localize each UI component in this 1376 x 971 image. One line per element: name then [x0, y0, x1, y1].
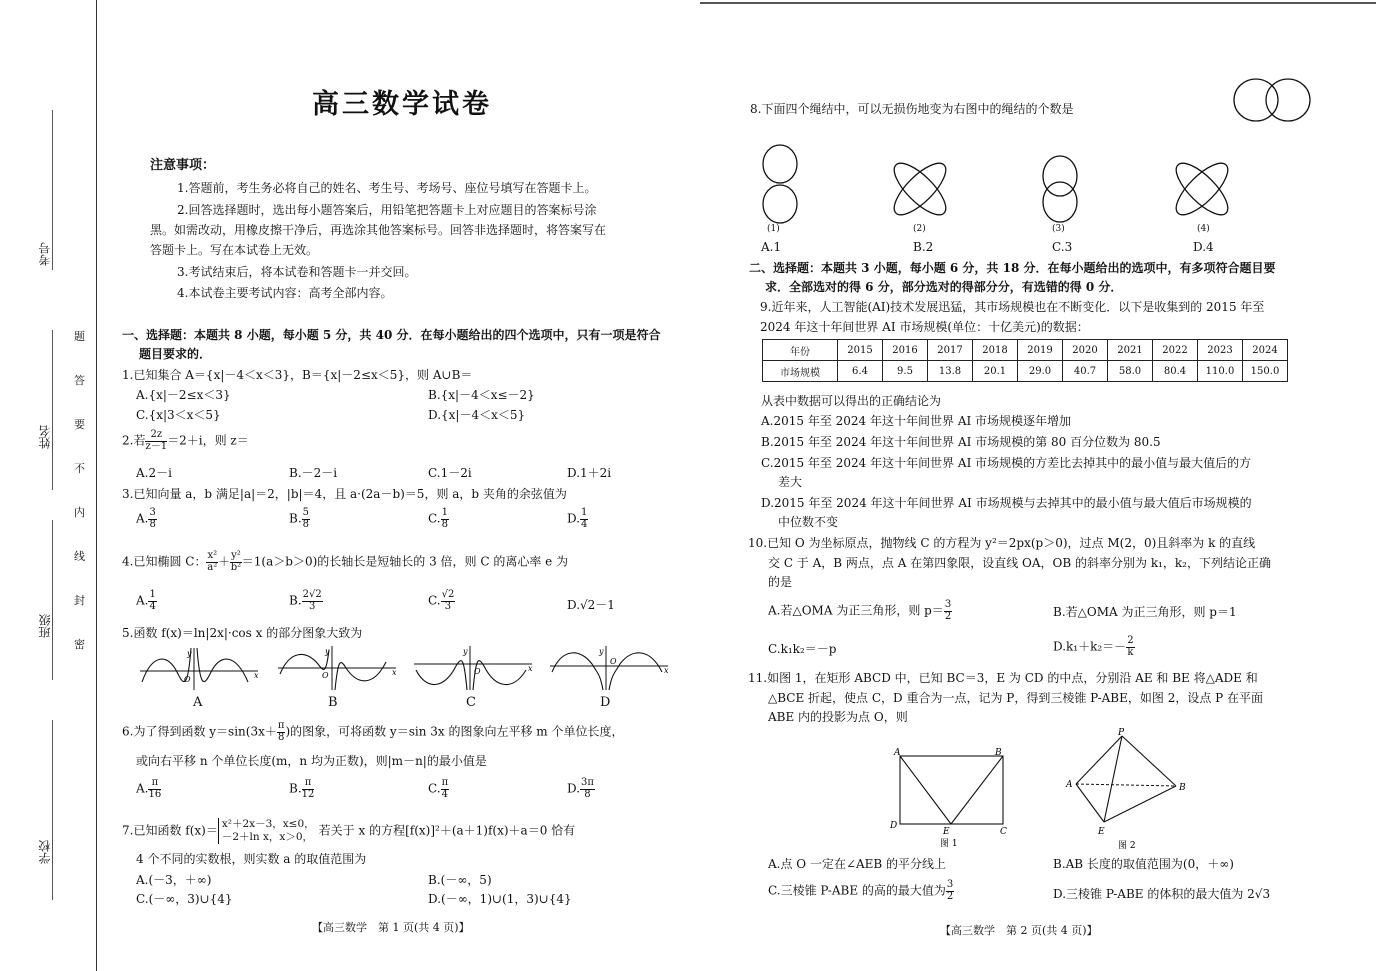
q9-option-c-cont: 差大 — [778, 475, 803, 489]
q8-knot-3 — [1038, 154, 1082, 226]
q10-option-a: A.若△OMA 为正三角形，则 p＝ $\frac{3}{2}$ — [768, 599, 952, 622]
seal-char: 答 — [74, 374, 85, 387]
table-cell: 150.0 — [1243, 361, 1288, 382]
q5-label-a: A — [193, 695, 203, 710]
q8-stem: 8.下面四个绳结中，可以无损伤地变为右图中的绳结的个数是 — [750, 102, 1074, 116]
seal-char: 密 — [74, 638, 85, 651]
exam-number-label: 考号 — [38, 242, 52, 266]
q8-fig-label: (1) — [767, 224, 780, 234]
svg-text:D: D — [890, 821, 898, 831]
q9-option-a: A.2015 年至 2024 年这十年间世界 AI 市场规模逐年增加 — [761, 414, 1072, 428]
table-cell: 80.4 — [1153, 361, 1198, 382]
q5-stem: 5.函数 f(x)＝ln|2x|·cos x 的部分图象大致为 — [122, 626, 363, 640]
q5-label-d: D — [600, 695, 611, 710]
svg-text:B: B — [1179, 783, 1186, 793]
q11-option-d: D.三棱锥 P-ABE 的体积的最大值为 2√3 — [1053, 887, 1271, 901]
table-cell: 20.1 — [973, 361, 1018, 382]
table-cell: 58.0 — [1108, 361, 1153, 382]
table-cell: 29.0 — [1018, 361, 1063, 382]
notice-heading: 注意事项： — [150, 158, 216, 173]
q4-option-a: A. $\frac{1}{4}$ — [136, 589, 156, 612]
table-cell: 2016 — [883, 340, 928, 361]
svg-text:图 2: 图 2 — [1118, 841, 1136, 851]
q5-graph-d — [548, 644, 672, 692]
svg-text:x: x — [664, 666, 669, 675]
page-2-footer: 【高三数学 第 2 页(共 4 页)】 — [940, 924, 1098, 937]
q6-option-b: B. $\frac{\pi}{12}$ — [289, 777, 315, 800]
q5-label-c: C — [466, 695, 476, 710]
table-cell: 110.0 — [1198, 361, 1243, 382]
table-cell: 2015 — [838, 340, 883, 361]
q7-stem: 7.已知函数 f(x)＝ x²＋2x－3，x≤0， －2＋ln x，x＞0， 若关于 x 的方程[f(x)]²＋(a＋1)f(x)＋a＝0 恰有 — [122, 818, 576, 844]
q2-option-d: D.1＋2i — [567, 466, 612, 480]
q2-stem: 2.若 $\frac{2z}{z-1}$ ＝2＋i，则 z＝ — [122, 429, 249, 452]
q9-lead: 从表中数据可以得出的正确结论为 — [761, 394, 942, 408]
notice-item: 答题卡上。写在本试卷上无效。 — [150, 243, 319, 257]
q2-option-a: A.2－i — [136, 466, 172, 480]
fraction: $\frac{2z}{z-1}$ — [145, 429, 168, 452]
q10-stem-cont2: 的是 — [768, 575, 793, 589]
svg-text:O: O — [610, 657, 617, 666]
table-cell: 6.4 — [838, 361, 883, 382]
table-row — [763, 340, 1288, 361]
q5-graph-c — [412, 644, 536, 692]
q9-option-d-cont: 中位数不变 — [778, 515, 839, 529]
q11-stem-cont: △BCE 折起，使点 C，D 重合为一点，记为 P，得到三棱锥 P-ABE，如图 2，设点 P 在平面 — [768, 691, 1264, 705]
svg-text:x: x — [392, 668, 397, 677]
table-header: 年份 — [763, 340, 838, 361]
q8-knot-2 — [886, 155, 954, 223]
q10-stem-cont: 交 C 于 A，B 两点，点 A 在第四象限，设直线 OA，OB 的斜率分别为 k₁，k₂，下列结论正确 — [768, 556, 1271, 570]
q1-option-d: D.{x|－4＜x＜5} — [428, 408, 526, 422]
q8-option-c: C.3 — [1052, 240, 1073, 254]
q1-option-a: A.{x|－2≤x＜3} — [136, 388, 231, 402]
table-cell: 13.8 — [928, 361, 973, 382]
q10-option-d: D.k₁＋k₂＝－ $\frac{2}{k}$ — [1053, 635, 1134, 658]
q9-stem-cont: 2024 年这十年间世界 AI 市场规模(单位：十亿美元)的数据： — [760, 320, 1089, 334]
seal-char: 内 — [74, 506, 85, 519]
svg-text:O: O — [322, 671, 329, 680]
svg-text:x: x — [254, 671, 259, 680]
q4-option-b: B. $\frac{2√2}{3}$ — [289, 589, 322, 612]
q8-fig-label: (3) — [1052, 224, 1065, 234]
q11-figure-1 — [888, 746, 1018, 850]
q8-option-d: D.4 — [1193, 240, 1214, 254]
table-row — [763, 361, 1288, 382]
q5-graph-a — [138, 644, 262, 692]
q6-option-c: C. $\frac{\pi}{4}$ — [428, 777, 449, 800]
margin-line — [96, 0, 97, 971]
q3-option-c: C. $\frac{1}{8}$ — [428, 507, 448, 530]
q5-graph-b — [276, 644, 400, 692]
q7-option-c: C.(－∞，3)∪{4} — [136, 892, 233, 906]
section-2-heading: 二、选择题：本题共 3 小题，每小题 6 分，共 18 分．在每小题给出的选项中，有多项符合题目要 — [749, 261, 1276, 275]
q4-option-d: D.√2－1 — [567, 598, 615, 612]
table-cell: 2020 — [1063, 340, 1108, 361]
notice-item: 1.答题前，考生务必将自己的姓名、考生号、考场号、座位号填写在答题卡上。 — [177, 181, 597, 195]
q10-option-b: B.若△OMA 为正三角形，则 p＝1 — [1053, 605, 1237, 619]
q3-stem: 3.已知向量 a，b 满足|a|＝2，|b|＝4，且 a·(2a－b)＝5，则 a，b 夹角的余弦值为 — [122, 487, 567, 501]
table-cell: 2017 — [928, 340, 973, 361]
q11-figure-2 — [1062, 726, 1192, 850]
section-1-heading: 一、选择题：本题共 8 小题，每小题 5 分，共 40 分．在每小题给出的四个选项中，只有一项是符合 — [122, 328, 661, 342]
svg-text:E: E — [1098, 827, 1105, 837]
svg-text:y: y — [187, 649, 192, 658]
q6-stem: 6.为了得到函数 y＝sin(3x＋ $\frac{\pi}{8}$ )的图象，可将函数 y＝sin 3x 的图象向左平移 m 个单位长度， — [122, 720, 624, 743]
table-cell: 2023 — [1198, 340, 1243, 361]
notice-item: 黑。如需改动，用橡皮擦干净后，再选涂其他答案标号。回答非选择题时，将答案写在 — [150, 223, 607, 237]
q1-option-c: C.{x|3＜x＜5} — [136, 408, 221, 422]
seal-char: 题 — [74, 330, 85, 343]
page-1-footer: 【高三数学 第 1 页(共 4 页)】 — [312, 921, 470, 934]
seal-char: 线 — [74, 550, 85, 563]
q9-option-d: D.2015 年至 2024 年这十年间世界 AI 市场规模与去掉其中的最小值与最大值后市场规模的 — [761, 496, 1252, 510]
q9-stem: 9.近年来，人工智能(AI)技术发展迅猛，其市场规模也在不断变化．以下是收集到的 2015 年至 — [760, 300, 1265, 314]
svg-text:O: O — [474, 667, 481, 676]
svg-text:A: A — [1066, 780, 1073, 790]
table-cell: 2024 — [1243, 340, 1288, 361]
name-label: 姓名 — [38, 425, 52, 449]
seal-char: 封 — [74, 594, 85, 607]
table-header: 市场规模 — [763, 361, 838, 382]
q6-option-a: A. $\frac{\pi}{16}$ — [136, 777, 162, 800]
svg-text:y: y — [599, 647, 604, 656]
q10-stem: 10.已知 O 为坐标原点，抛物线 C 的方程为 y²＝2px(p＞0)，过点 M(2，0)且斜率为 k 的直线 — [748, 536, 1256, 550]
q7-option-a: A.(－3，＋∞) — [136, 873, 212, 887]
svg-text:B: B — [995, 748, 1002, 758]
q4-option-c: C. $\frac{√2}{3}$ — [428, 589, 455, 612]
seal-char: 要 — [74, 418, 85, 431]
q4-stem: 4.已知椭圆 C： $\frac{\text{x²}}{\text{a²}}$ ＋ $\frac{\text{y²}}{\text{b²}}$ ＝1(a＞b＞0)的长轴长是短轴长的 3 倍，则 C 的离心率 e 为 — [122, 550, 569, 573]
q2-option-b: B.－2－i — [289, 466, 338, 480]
section-1-heading-cont: 题目要求的． — [139, 347, 212, 361]
seal-char: 不 — [74, 462, 85, 475]
binding-margin — [0, 0, 100, 971]
q8-knot-4 — [1168, 155, 1236, 223]
table-cell: 2022 — [1153, 340, 1198, 361]
notice-item: 4.本试卷主要考试内容：高考全部内容。 — [177, 286, 393, 300]
svg-text:P: P — [1118, 728, 1125, 738]
q8-fig-label: (2) — [913, 224, 926, 234]
page-title: 高三数学试卷 — [312, 89, 492, 120]
q8-target-knot — [1232, 76, 1314, 124]
q8-fig-label: (4) — [1197, 224, 1210, 234]
q11-option-c: C.三棱锥 P-ABE 的高的最大值为 $\frac{3}{2}$ — [768, 879, 954, 902]
svg-text:O: O — [184, 675, 191, 684]
table-cell: 2021 — [1108, 340, 1153, 361]
svg-text:图 1: 图 1 — [940, 839, 958, 849]
school-label: 学校 — [38, 840, 52, 864]
q7-stem-cont: 4 个不同的实数根，则实数 a 的取值范围为 — [136, 852, 367, 866]
class-label: 班级 — [38, 614, 52, 638]
svg-text:y: y — [325, 647, 330, 656]
table-cell: 9.5 — [883, 361, 928, 382]
q10-option-c: C.k₁k₂＝－p — [768, 642, 837, 656]
q6-option-d: D. $\frac{3\pi}{8}$ — [567, 777, 594, 800]
notice-item: 3.考试结束后，将本试卷和答题卡一并交回。 — [177, 265, 417, 279]
q11-stem: 11.如图 1，在矩形 ABCD 中，已知 BC＝3，E 为 CD 的中点，分别沿 AE 和 BE 将△ADE 和 — [748, 671, 1258, 685]
q9-option-b: B.2015 年至 2024 年这十年间世界 AI 市场规模的第 80 百分位数为 80.5 — [761, 435, 1161, 449]
section-2-heading-cont: 求．全部选对的得 6 分，部分选对的得部分分，有选错的得 0 分． — [765, 280, 1123, 294]
svg-text:C: C — [1000, 827, 1007, 837]
table-cell: 2018 — [973, 340, 1018, 361]
notice-item: 2.回答选择题时，选出每小题答案后，用铅笔把答题卡上对应题目的答案标号涂 — [177, 203, 597, 217]
q5-label-b: B — [328, 695, 338, 710]
q7-option-b: B.(－∞，5) — [428, 873, 492, 887]
q8-option-b: B.2 — [913, 240, 934, 254]
q6-stem-cont: 或向右平移 n 个单位长度(m，n 均为正数)，则|m－n|的最小值是 — [136, 754, 487, 768]
svg-text:y: y — [463, 647, 468, 656]
q3-option-b: B. $\frac{5}{8}$ — [289, 507, 310, 530]
q1-option-b: B.{x|－4＜x≤－2} — [428, 388, 535, 402]
top-edge — [700, 2, 1376, 4]
q11-stem-cont2: ABE 内的投影为点 O，则 — [768, 710, 908, 724]
q1-stem: 1.已知集合 A＝{x|－4＜x＜3}，B＝{x|－2≤x＜5}，则 A∪B＝ — [122, 368, 473, 382]
q11-option-b: B.AB 长度的取值范围为(0，＋∞) — [1053, 857, 1234, 871]
q9-table — [762, 339, 1288, 382]
q2-option-c: C.1－2i — [428, 466, 472, 480]
q11-option-a: A.点 O 一定在∠AEB 的平分线上 — [768, 857, 947, 871]
q9-option-c: C.2015 年至 2024 年这十年间世界 AI 市场规模的方差比去掉其中的最小值与最大值后的方 — [761, 456, 1252, 470]
svg-text:A: A — [894, 748, 901, 758]
q3-option-d: D. $\frac{1}{4}$ — [567, 507, 588, 530]
q3-option-a: A. $\frac{3}{8}$ — [136, 507, 156, 530]
svg-text:E: E — [943, 827, 950, 837]
table-cell: 40.7 — [1063, 361, 1108, 382]
svg-text:x: x — [528, 664, 533, 673]
q8-knot-1 — [758, 142, 802, 226]
q7-option-d: D.(－∞，1)∪(1，3)∪{4} — [428, 892, 572, 906]
table-cell: 2019 — [1018, 340, 1063, 361]
q8-option-a: A.1 — [761, 240, 782, 254]
